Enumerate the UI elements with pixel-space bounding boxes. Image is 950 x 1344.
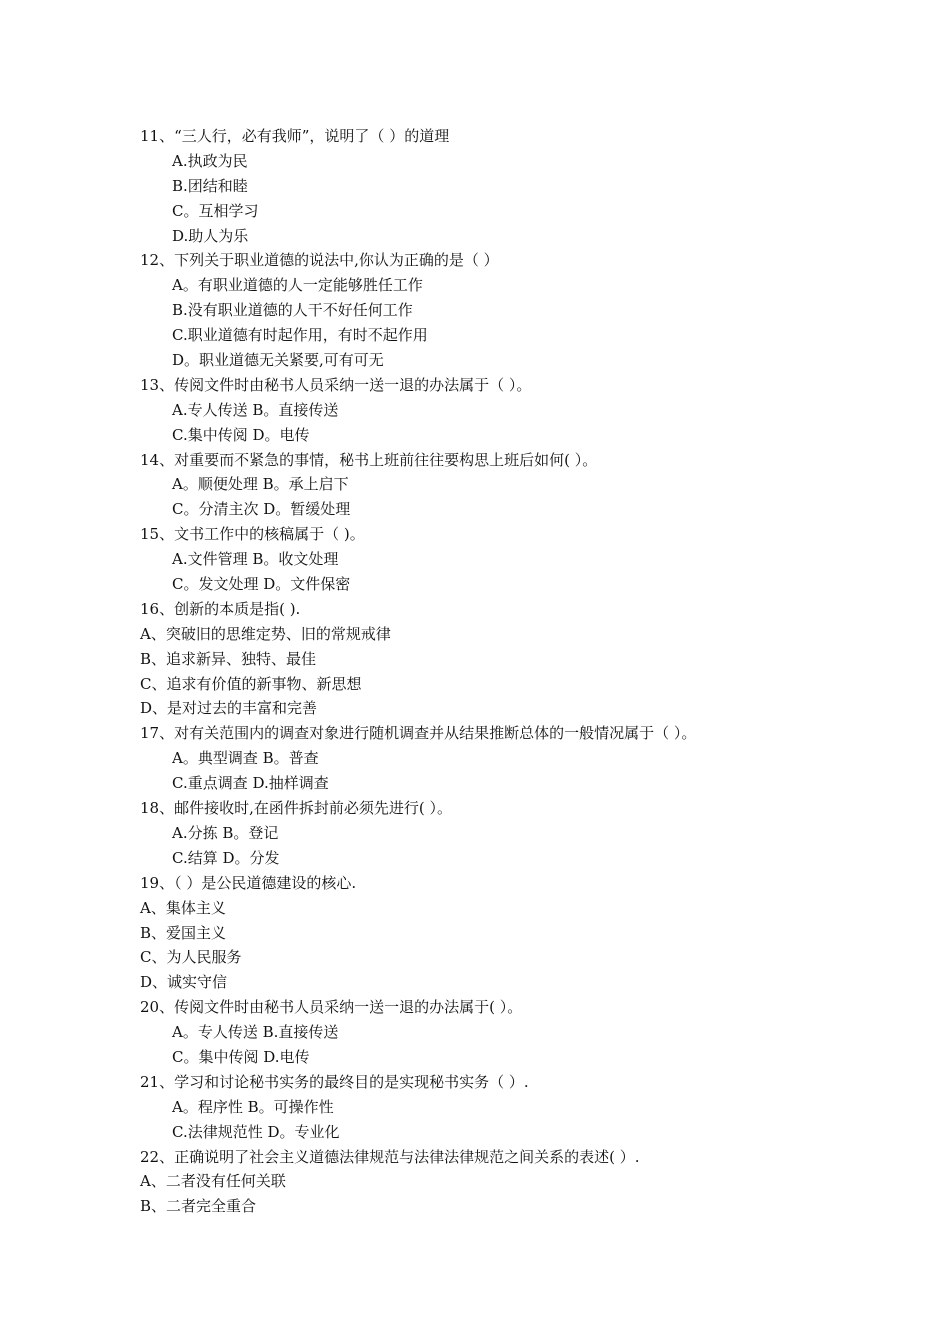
document-page <box>140 124 920 1219</box>
question-text: 20、传阅文件时由秘书人员采纳一送一退的办法属于( ）。 <box>140 998 523 1017</box>
answer-option: A。典型调查 B。普查 <box>172 749 319 768</box>
question-text: 11、“三人行，必有我师”，说明了（ ）的道理 <box>140 127 450 145</box>
answer-option: A、集体主义 <box>140 898 226 917</box>
question-text: 18、邮件接收时,在函件拆封前必须先进行( ）。 <box>140 799 452 818</box>
answer-option: C.重点调查 D.抽样调查 <box>172 774 329 793</box>
question-text: 22、正确说明了社会主义道德法律规范与法律法律规范之间关系的表述( ）. <box>140 1147 640 1166</box>
answer-option: A、突破旧的思维定势、旧的常规戒律 <box>140 624 391 643</box>
answer-option: B、二者完全重合 <box>140 1197 257 1216</box>
answer-option: D。职业道德无关紧要,可有可无 <box>172 351 384 370</box>
answer-option: C.法律规范性 D。专业化 <box>172 1122 340 1141</box>
answer-option: A。专人传送 B.直接传送 <box>172 1023 339 1042</box>
answer-option: C。分清主次 D。暂缓处理 <box>172 500 351 519</box>
answer-option: B、爱国主义 <box>140 923 227 942</box>
answer-option: A。顺便处理 B。承上启下 <box>172 475 349 494</box>
question-text: 15、文书工作中的核稿属于（ )。 <box>140 525 365 544</box>
answer-option: B.团结和睦 <box>172 176 248 195</box>
question-text: 14、对重要而不紧急的事情，秘书上班前往往要构思上班后如何( ）。 <box>140 450 598 469</box>
answer-option: A。程序性 B。可操作性 <box>172 1097 334 1116</box>
answer-option: A.执政为民 <box>172 151 248 170</box>
answer-option: D、是对过去的丰富和完善 <box>140 699 318 718</box>
answer-option: C。互相学习 <box>172 201 259 220</box>
question-text: 19、（ ）是公民道德建设的核心. <box>140 873 357 892</box>
answer-option: C、为人民服务 <box>140 948 242 967</box>
answer-option: B.没有职业道德的人干不好任何工作 <box>172 301 413 320</box>
answer-option: C.结算 D。分发 <box>172 848 280 867</box>
question-text: 21、学习和讨论秘书实务的最终目的是实现秘书实务（ ）. <box>140 1072 529 1091</box>
answer-option: C。发文处理 D。文件保密 <box>172 575 351 594</box>
answer-option: D、诚实守信 <box>140 973 228 992</box>
question-text: 13、传阅文件时由秘书人员采纳一送一退的办法属于（ ）。 <box>140 375 532 394</box>
answer-option: C。集中传阅 D.电传 <box>172 1047 310 1066</box>
question-text: 17、对有关范围内的调查对象进行随机调查并从结果推断总体的一般情况属于（ ）。 <box>140 724 697 743</box>
answer-option: C、追求有价值的新事物、新思想 <box>140 674 362 693</box>
answer-option: A、二者没有任何关联 <box>140 1172 286 1191</box>
answer-option: A.分拣 B。登记 <box>172 823 279 842</box>
answer-option: B、追求新异、独特、最佳 <box>140 649 317 668</box>
answer-option: A.文件管理 B。收文处理 <box>172 550 339 569</box>
question-text: 16、创新的本质是指( ). <box>140 599 301 618</box>
question-text: 12、下列关于职业道德的说法中,你认为正确的是（ ） <box>140 251 499 270</box>
answer-option: A。有职业道德的人一定能够胜任工作 <box>172 276 423 295</box>
answer-option: C.集中传阅 D。电传 <box>172 425 310 444</box>
answer-option: A.专人传送 B。直接传送 <box>172 400 339 419</box>
answer-option: D.助人为乐 <box>172 226 249 245</box>
answer-option: C.职业道德有时起作用，有时不起作用 <box>172 326 428 345</box>
